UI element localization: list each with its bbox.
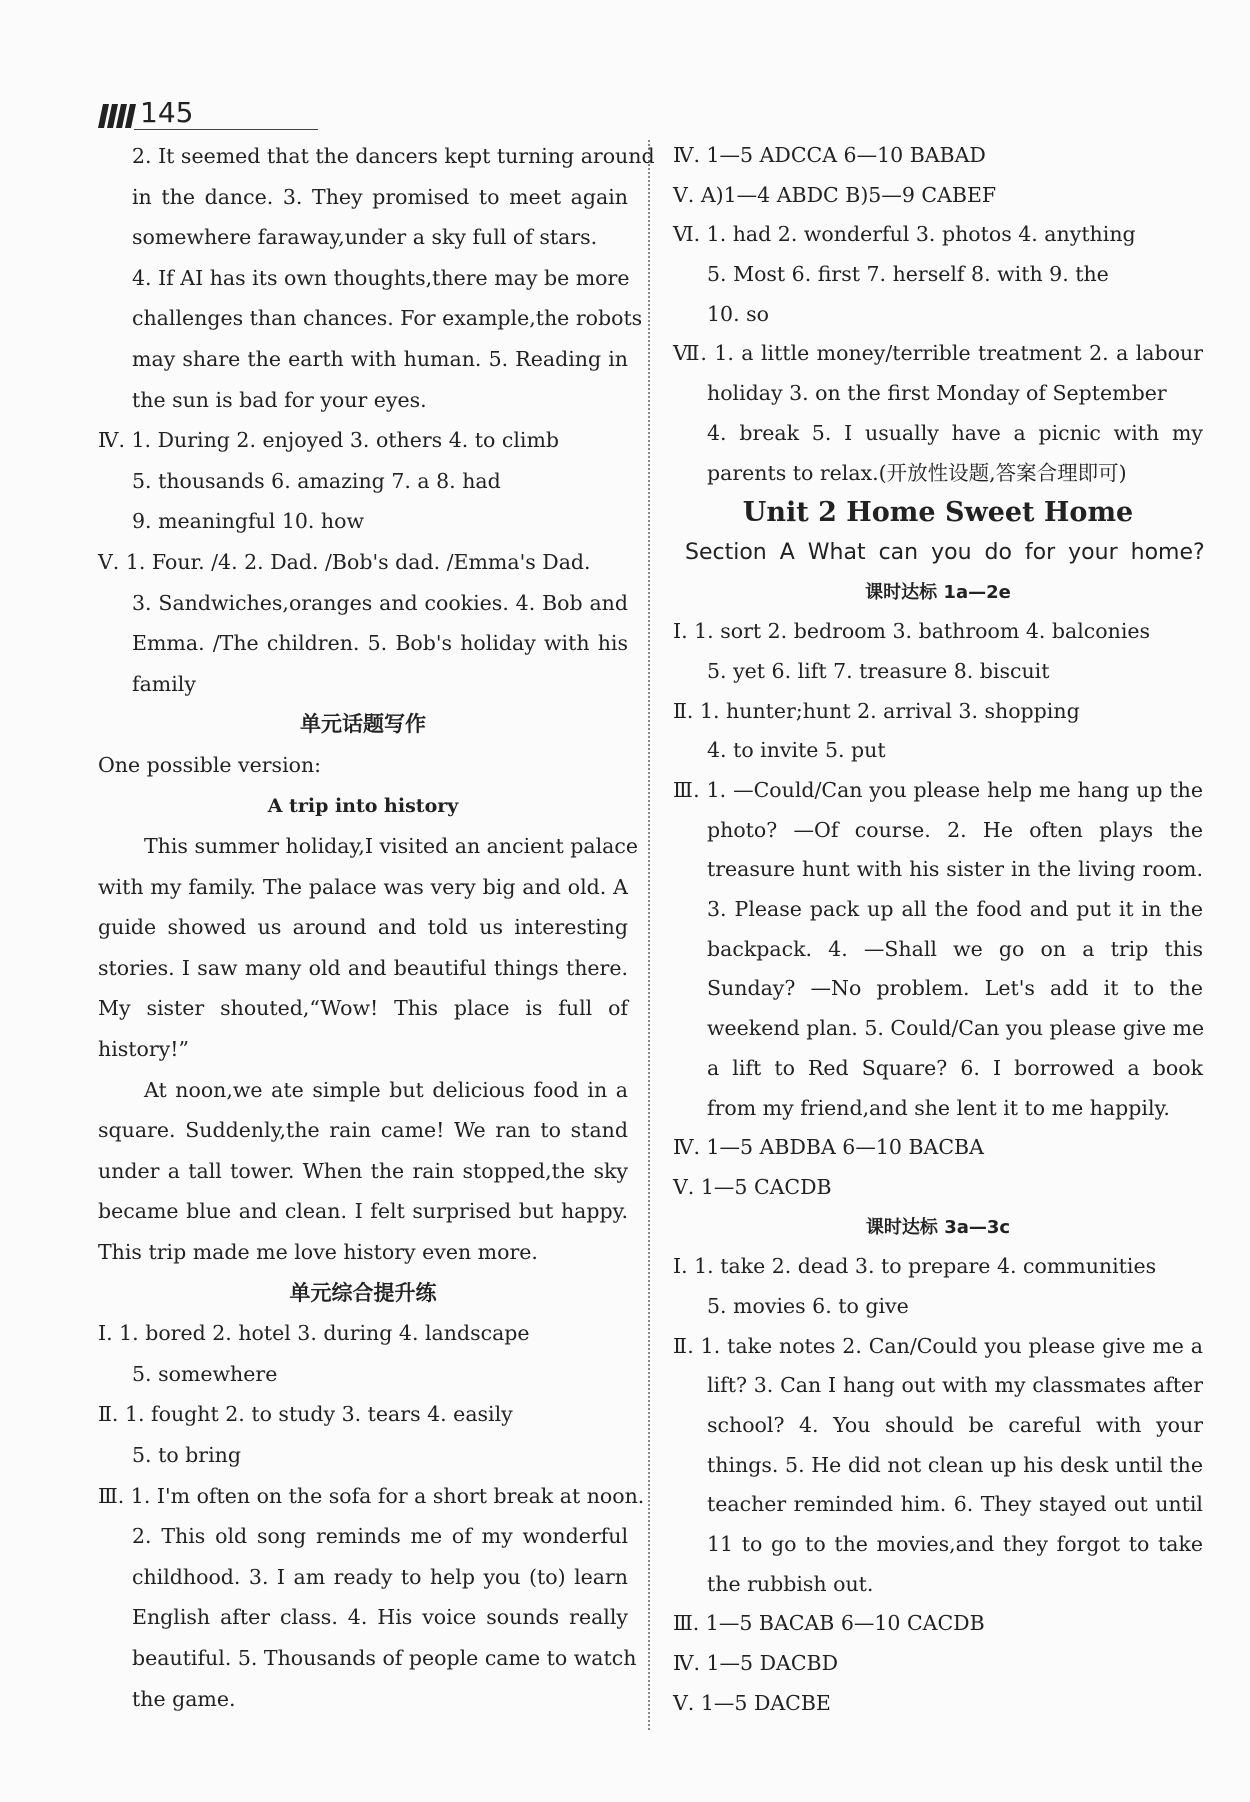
- section-subheading: Section A What can you do for your home?: [685, 539, 1205, 565]
- left-column: [98, 136, 655, 1719]
- header-rule: [134, 129, 318, 130]
- answer-line: Ⅴ. 1—5 CACDB: [673, 1174, 832, 1199]
- answer-line: Emma. /The children. 5. Bob's holiday with his: [132, 631, 628, 656]
- unit-heading: Unit 2 Home Sweet Home: [742, 497, 1134, 529]
- answer-line: Ⅲ. 1. I'm often on the sofa for a short break at noon.: [98, 1483, 645, 1508]
- answer-line: 10. so: [707, 301, 769, 326]
- essay-title: A trip into history: [267, 794, 459, 817]
- answer-line: Ⅳ. 1—5 DACBD: [673, 1651, 839, 1676]
- essay-line: stories. I saw many old and beautiful things there.: [98, 955, 628, 980]
- answer-line: 4. break 5. I usually have a picnic with my: [707, 420, 1203, 445]
- answer-line: the game.: [132, 1686, 236, 1711]
- essay-line: with my family. The palace was very big and old. A: [98, 874, 628, 899]
- answer-line: family: [132, 671, 196, 696]
- answer-line: 2. It seemed that the dancers kept turning around: [132, 144, 655, 168]
- page-header: [98, 98, 193, 128]
- answer-line: 5. thousands 6. amazing 7. a 8. had: [132, 468, 501, 493]
- essay-line: This trip made me love history even more.: [98, 1240, 538, 1265]
- lesson-heading: 课时达标 1a—2e: [865, 581, 1011, 603]
- answer-line: the rubbish out.: [707, 1571, 874, 1596]
- answer-line: One possible version:: [98, 752, 322, 777]
- answer-line: 9. meaningful 10. how: [132, 509, 365, 534]
- answer-line: Sunday? —No problem. Let's add it to the: [707, 976, 1203, 1001]
- answer-line: Ⅴ. 1. Four. /4. 2. Dad. /Bob's dad. /Emma's Dad.: [98, 549, 591, 574]
- answer-line: teacher reminded him. 6. They stayed out until: [707, 1492, 1203, 1517]
- page-number: 145: [140, 96, 194, 129]
- answer-line: Ⅰ. 1. take 2. dead 3. to prepare 4. communities: [673, 1254, 1157, 1279]
- answer-line: 5. yet 6. lift 7. treasure 8. biscuit: [707, 658, 1050, 683]
- essay-line: became blue and clean. I felt surprised but happy.: [98, 1199, 628, 1224]
- answer-line: school? 4. You should be careful with your: [707, 1413, 1203, 1437]
- answer-line: parents to relax.(开放性设题,答案合理即可): [707, 460, 1127, 485]
- answer-line: Ⅱ. 1. fought 2. to study 3. tears 4. easily: [98, 1402, 513, 1427]
- answer-line: Ⅴ. 1—5 DACBE: [673, 1690, 831, 1715]
- answer-line: may share the earth with human. 5. Reading in: [132, 346, 628, 371]
- answer-line: English after class. 4. His voice sounds really: [132, 1605, 628, 1630]
- answer-line: 5. movies 6. to give: [707, 1293, 909, 1318]
- answer-line: somewhere faraway,under a sky full of stars.: [132, 225, 598, 250]
- answer-line: things. 5. He did not clean up his desk until the: [707, 1452, 1203, 1477]
- right-column: [673, 136, 1203, 1724]
- answer-line: backpack. 4. —Shall we go on a trip this: [707, 936, 1203, 961]
- answer-line: Ⅱ. 1. take notes 2. Can/Could you please give me a: [673, 1333, 1203, 1358]
- essay-line: guide showed us around and told us interesting: [98, 915, 628, 940]
- lesson-heading: 课时达标 3a—3c: [865, 1216, 1011, 1238]
- section-heading: 单元综合提升练: [289, 1280, 437, 1305]
- answer-line: Ⅲ. 1—5 BACAB 6—10 CACDB: [673, 1611, 985, 1636]
- answer-line: 5. to bring: [132, 1443, 241, 1467]
- stripes-logo-icon: [98, 104, 136, 128]
- answer-line: 2. This old song reminds me of my wonderful: [132, 1524, 628, 1549]
- answer-line: Ⅰ. 1. sort 2. bedroom 3. bathroom 4. balconies: [673, 619, 1151, 644]
- answer-line: from my friend,and she lent it to me happily.: [707, 1095, 1170, 1120]
- answer-line: the sun is bad for your eyes.: [132, 387, 427, 412]
- answer-line: Ⅳ. 1. During 2. enjoyed 3. others 4. to climb: [98, 428, 560, 453]
- answer-line: 11 to go to the movies,and they forgot to take: [707, 1532, 1203, 1557]
- answer-line: Ⅰ. 1. bored 2. hotel 3. during 4. landscape: [98, 1321, 530, 1346]
- essay-line: history!”: [98, 1037, 189, 1062]
- answer-line: Ⅲ. 1. —Could/Can you please help me hang up the: [673, 778, 1203, 802]
- answer-line: Ⅴ. A)1—4 ABDC B)5—9 CABEF: [673, 182, 997, 207]
- answer-line: photo? —Of course. 2. He often plays the: [707, 817, 1203, 842]
- answer-line: Ⅱ. 1. hunter;hunt 2. arrival 3. shopping: [673, 698, 1080, 723]
- essay-line: square. Suddenly,the rain came! We ran to stand: [98, 1118, 628, 1143]
- answer-line: childhood. 3. I am ready to help you (to) learn: [132, 1564, 628, 1589]
- answer-line: beautiful. 5. Thousands of people came to watch: [132, 1645, 637, 1670]
- section-heading: 单元话题写作: [300, 712, 426, 737]
- answer-line: 5. somewhere: [132, 1361, 278, 1386]
- answer-line: 3. Please pack up all the food and put it in the: [707, 897, 1203, 922]
- answer-line: 5. Most 6. first 7. herself 8. with 9. the: [707, 262, 1109, 287]
- answer-line: Ⅵ. 1. had 2. wonderful 3. photos 4. anything: [673, 222, 1136, 247]
- answer-line: lift? 3. Can I hang out with my classmates after: [707, 1373, 1203, 1398]
- column-divider: [648, 140, 650, 1730]
- answer-line: weekend plan. 5. Could/Can you please give me: [707, 1016, 1205, 1041]
- answer-line: Ⅳ. 1—5 ADCCA 6—10 BABAD: [673, 143, 986, 167]
- answer-line: challenges than chances. For example,the robots: [132, 306, 643, 331]
- essay-line: under a tall tower. When the rain stopped,the sky: [98, 1158, 628, 1183]
- answer-line: in the dance. 3. They promised to meet again: [132, 184, 628, 209]
- answer-line: Ⅶ. 1. a little money/terrible treatment 2. a labour: [673, 341, 1203, 366]
- answer-line: 4. If AI has its own thoughts,there may be more: [132, 265, 630, 290]
- answer-line: a lift to Red Square? 6. I borrowed a book: [707, 1055, 1203, 1080]
- answer-line: Ⅳ. 1—5 ABDBA 6—10 BACBA: [673, 1135, 984, 1160]
- essay-line: My sister shouted,“Wow! This place is full of: [98, 996, 628, 1021]
- answer-line: 3. Sandwiches,oranges and cookies. 4. Bob and: [132, 590, 628, 615]
- answer-line: treasure hunt with his sister in the living room.: [707, 857, 1203, 882]
- answer-line: 4. to invite 5. put: [707, 738, 886, 763]
- essay-line: At noon,we ate simple but delicious food in a: [144, 1077, 628, 1102]
- answer-line: holiday 3. on the first Monday of September: [707, 381, 1167, 406]
- essay-line: This summer holiday,I visited an ancient palace: [144, 834, 638, 859]
